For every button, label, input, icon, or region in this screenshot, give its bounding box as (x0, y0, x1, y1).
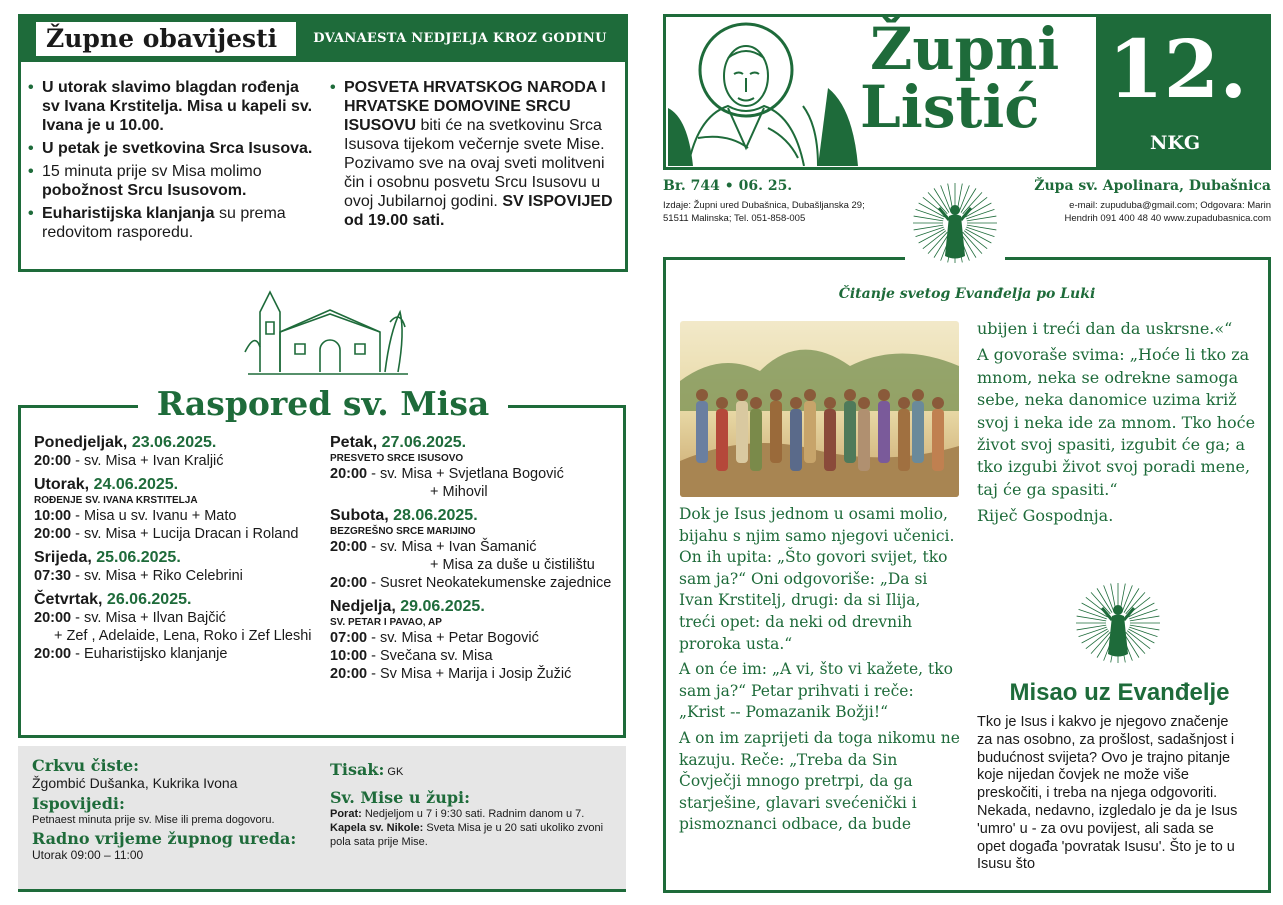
masthead-title: Župni Listić (860, 15, 1060, 141)
publisher-info: Izdaje: Župni ured Dubašnica, Dubašljanska 29; 51511 Malinska; Tel. 051-858-005 (663, 200, 865, 224)
jesus-radiance-icon-small (1068, 578, 1168, 668)
mass-entry: 20:00 - sv. Misa + Ivan Kraljić (34, 453, 224, 469)
day-heading: Petak, 27.06.2025. (330, 434, 467, 451)
gospel-heading: Čitanje svetog Evanđelja po Luki (838, 286, 1096, 302)
porat-masses: Porat: Nedjeljom u 7 i 9:30 sati. Radnim danom u 7. (330, 808, 585, 820)
day-heading: Subota, 28.06.2025. (330, 507, 478, 524)
mass-entry: 20:00 - Susret Neokatekumenske zajednice (330, 575, 612, 591)
mass-entry: 20:00 - Euharistijsko klanjanje (34, 646, 228, 662)
issue-subtitle: NKG (1150, 132, 1201, 154)
mass-entry: 07:30 - sv. Misa + Riko Celebrini (34, 568, 243, 584)
mass-entry: 07:00 - sv. Misa + Petar Bogović (330, 630, 539, 646)
gospel-text-right: ubijen i treći dan da uskrsne.«“ A govoraše svima: „Hoće li tko za mnom, neka se odrekne samoga sebe, neka danomice uzima križ svoj i neka ide za mnom. Tko hoće život svoj spasiti, izgubit će ga; a tko izgubi život svoj poradi mene, taj će ga spasiti.“ Riječ Gospodnja. (977, 319, 1256, 526)
mass-entry: 20:00 - sv. Misa + Ivan Šamanić (330, 539, 537, 555)
mass-entry: 20:00 - Sv Misa + Marija i Josip Žužić (330, 666, 572, 682)
office-hours-heading: Radno vrijeme župnog ureda: (32, 829, 297, 848)
day-heading: Ponedjeljak, 23.06.2025. (34, 434, 217, 451)
schedule-column-left (34, 434, 324, 669)
jesus-radiance-icon (905, 178, 1005, 273)
info-column-right (330, 760, 620, 849)
parish-name: Župa sv. Apolinara, Dubašnica (1034, 178, 1271, 194)
schedule-day (330, 598, 620, 683)
bulletin-number: Br. 744 • 06. 25. (663, 178, 793, 194)
notices-title: Župne obavijesti (36, 22, 296, 56)
cleaning-heading: Crkvu čiste: (32, 756, 140, 775)
schedule-day (330, 507, 620, 592)
mass-entry-continuation: + Zef , Adelaide, Lena, Roko i Zef Lleshi (54, 628, 312, 644)
notices-subtitle: DVANAESTA NEDJELJA KROZ GODINU (313, 31, 607, 46)
notices-list (28, 78, 318, 246)
mass-entry-continuation: + Mihovil (430, 484, 488, 500)
issue-number: 12. (1108, 22, 1248, 116)
mass-entry-continuation: + Misa za duše u čistilištu (430, 557, 595, 573)
parish-masses-heading: Sv. Mise u župi: (330, 788, 471, 807)
info-column-left (32, 756, 322, 862)
schedule-title: Raspored sv. Misa (138, 384, 508, 428)
schedule-column-right (330, 434, 620, 689)
reflection-title: Misao uz Evanđelje (1009, 679, 1230, 706)
feast-name: ROĐENJE SV. IVANA KRSTITELJA (34, 495, 198, 506)
feast-name: SV. PETAR I PAVAO, AP (330, 617, 442, 628)
schedule-day (330, 434, 620, 501)
schedule-day (34, 476, 324, 543)
notices-consecration (330, 78, 628, 234)
saint-portrait (668, 18, 858, 166)
print-heading: Tisak: (330, 760, 385, 779)
day-heading: Nedjelja, 29.06.2025. (330, 598, 485, 615)
confession-text: Petnaest minuta prije sv. Mise ili prema dogovoru. (32, 814, 275, 826)
mass-entry: 10:00 - Misa u sv. Ivanu + Mato (34, 508, 237, 524)
list-item: • U utorak slavimo blagdan rođenja sv Ivana Krstitelja. Misa u kapeli sv. Ivana je u 10.00. (28, 78, 318, 135)
mass-entry: 20:00 - sv. Misa + Ilvan Bajčić (34, 610, 226, 626)
feast-name: BEZGREŠNO SRCE MARIJINO (330, 526, 476, 537)
list-item: • Euharistijska klanjanja su prema redovitom rasporedu. (28, 204, 318, 242)
kapela-masses: Kapela sv. Nikole: Sveta Misa je u 20 sati ukoliko zvoni pola sata prije Mise. (330, 822, 604, 848)
contact-info: e-mail: zupuduba@gmail.com; Odgovara: Marin Hendrih 091 400 48 40 www.zupadubasnica.com (1064, 200, 1271, 224)
day-heading: Utorak, 24.06.2025. (34, 476, 179, 493)
list-item: • 15 minuta prije sv Misa molimo pobožnost Srcu Isusovom. (28, 162, 318, 200)
feast-name: PRESVETO SRCE ISUSOVO (330, 453, 464, 464)
office-hours-text: Utorak 09:00 – 11:00 (32, 848, 144, 862)
mass-entry: 20:00 - sv. Misa + Lucija Dracan i Roland (34, 526, 299, 542)
mass-entry: 20:00 - sv. Misa + Svjetlana Bogović (330, 466, 564, 482)
cleaning-text: Žgombić Dušanka, Kukrika Ivona (32, 775, 238, 791)
gospel-text-left: Dok je Isus jednom u osami molio, bijahu s njim samo njegovi učenici. On ih upita: „Što govori svijet, tko sam ja?“ Oni odgovoriše: „Da si Ivan Krstitelj, drugi: da si Ilija, treći opet: da neki od drevnih proroka usta.“ A on će im: „A vi, što vi kažete, tko sam ja?“ Petar prihvati i reče: „Krist -- Pomazanik Božji!“ A on im zaprijeti da toga nikomu ne kazuju. Reče: „Treba da Sin Čovječji mnogo pretrpi, da ga starješine, glavari svećenički i pismoznanci odbace, da bude (679, 505, 960, 834)
list-item: • U petak je svetkovina Srca Isusova. (28, 139, 318, 158)
schedule-day (34, 591, 324, 663)
schedule-day (34, 434, 324, 470)
jesus-with-disciples-image (680, 321, 959, 497)
schedule-day (34, 549, 324, 585)
church-illustration (240, 282, 410, 380)
print-text: GK (384, 766, 404, 778)
day-heading: Četvrtak, 26.06.2025. (34, 591, 192, 608)
day-heading: Srijeda, 25.06.2025. (34, 549, 181, 566)
list-item: • POSVETA HRVATSKOG NARODA I HRVATSKE DOMOVINE SRCU ISUSOVU biti će na svetkovinu Srca Isusova tijekom večernje svete Mise. Pozivamo sve na ovaj sveti molitveni čin i osobnu posvetu Srcu Isusovu u ovoj Jubilarnoj godini. SV ISPOVIJED od 19.00 sati. (330, 78, 628, 230)
reflection-text: Tko je Isus i kakvo je njegovo značenje za nas osobno, za prošlost, sadašnjost i budućnost svijeta? Ovo je trajno pitanje koje nijedan čovjek ne može više preskočiti, i treba na njega odgovoriti. Nekada, nedavno, izgledalo je da je Isus 'umro' u - za ovu povijest, ali sada se opet događa 'povratak Isusu'. Što je to u Isusu što (977, 714, 1238, 873)
confession-heading: Ispovijedi: (32, 794, 125, 813)
mass-entry: 10:00 - Svečana sv. Misa (330, 648, 493, 664)
